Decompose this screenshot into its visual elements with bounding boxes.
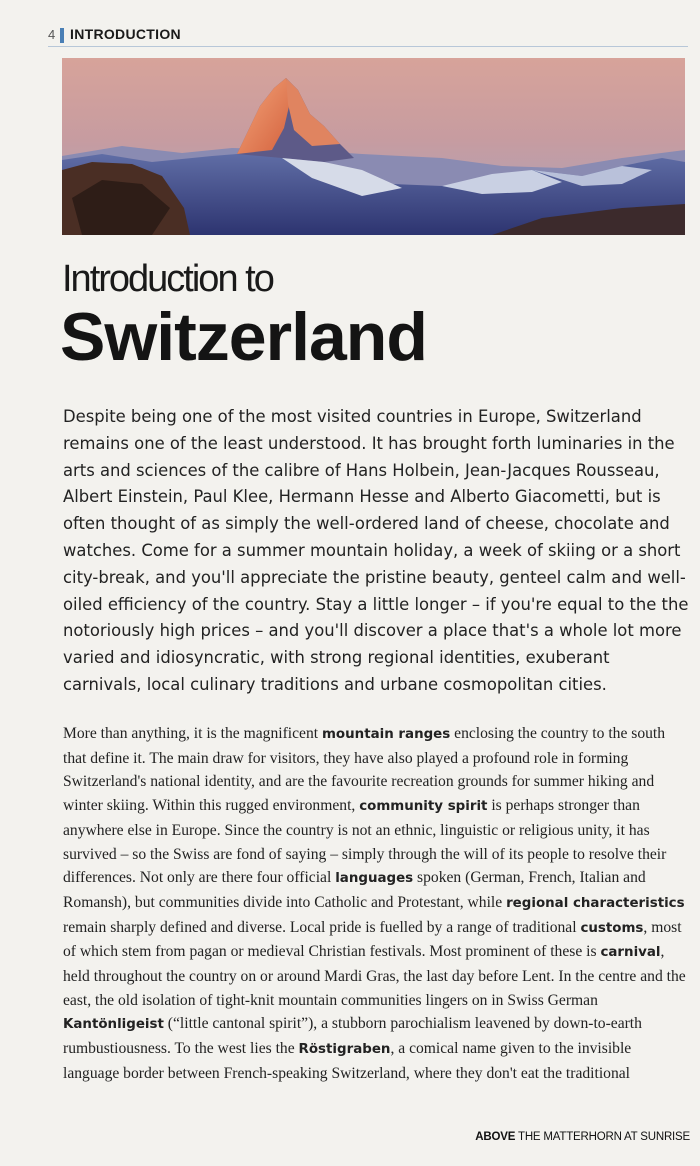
caption-label: ABOVE [475,1131,516,1143]
body-keyword: languages [335,871,414,887]
body-text-run: More than anything, it is the magnificent [63,725,322,742]
body-keyword: Kantönligeist [63,1017,164,1033]
body-text-run: , most of which stem from pagan or medieval Christian festivals. Most prominent of these is [63,918,682,961]
body-keyword: Röstigraben [298,1042,391,1058]
lead-paragraph: Despite being one of the most visited countries in Europe, Switzerland remains one of the least understood. It has brought forth luminaries in the arts and sciences of the calibre of Hans Holbein, Jean-Jacques Rousseau, Albert Einstein, Paul Klee, Hermann Hesse and Alberto Giacometti, but is often thought of as simply the well-ordered land of cheese, chocolate and watches. Come for a summer mountain holiday, a week of skiing or a short city-break, and you'll appreciate the pristine beauty, genteel calm and well-oiled efficiency of the country. Stay a little longer – if you're equal to the the notoriously high prices – and you'll discover a place that's a whole lot more varied and idiosyncratic, with strong regional identities, exuberant carnivals, local culinary traditions and urbane cosmopolitan cities. [63,407,689,694]
body-keyword: community spirit [359,799,488,815]
body-keyword: carnival [600,945,661,961]
page-title: Switzerland [60,299,427,375]
body-keyword: regional characteristics [506,895,685,911]
section-marker [60,28,64,43]
body-text-run: , a comical name given to the invisible language border between French-speaking Switzerland, where they don't eat the traditional [63,1040,632,1082]
body-text-run: , held throughout the country on or around Mardi Gras, the last day before Lent. In the centre and the east, the old isolation of tight-knit mountain communities lingers on in Swiss German [63,943,686,1009]
section-title: INTRODUCTION [70,26,181,42]
title-intro: Introduction to [62,258,273,300]
body-text-run: spoken (German, French, Italian and Romansh), but communities divide into Catholic and Protestant, while [63,869,646,911]
body-text-run: is perhaps stronger than anywhere else in Europe. Since the country is not an ethnic, linguistic or religious unity, it has survived – so the Swiss are fond of saying – simply through the will of its people to resolve their differences. Not only are there four official [63,797,667,887]
body-text-run: (“little cantonal spirit”), a stubborn parochialism leavened by down-to-earth rumbustiousness. To the west lies the [63,1015,642,1058]
photo-caption [475,1131,690,1143]
running-header [48,26,688,47]
body-keyword: mountain ranges [321,727,451,742]
matterhorn-photo [62,58,685,235]
page-number: 4 [48,27,56,42]
body-text-run: remain sharply defined and diverse. Local pride is fuelled by a range of traditional [63,918,581,936]
body-text-run: enclosing the country to the south that define it. The main draw for visitors, they have also played a profound role in forming Switzerland's national identity, and are the favourite recreation grounds for summer hiking and winter skiing. Within this rugged environment, [63,725,666,815]
caption-text: THE MATTERHORN AT SUNRISE [518,1131,690,1143]
body-paragraph [63,722,691,1086]
body-keyword: customs [580,920,644,936]
